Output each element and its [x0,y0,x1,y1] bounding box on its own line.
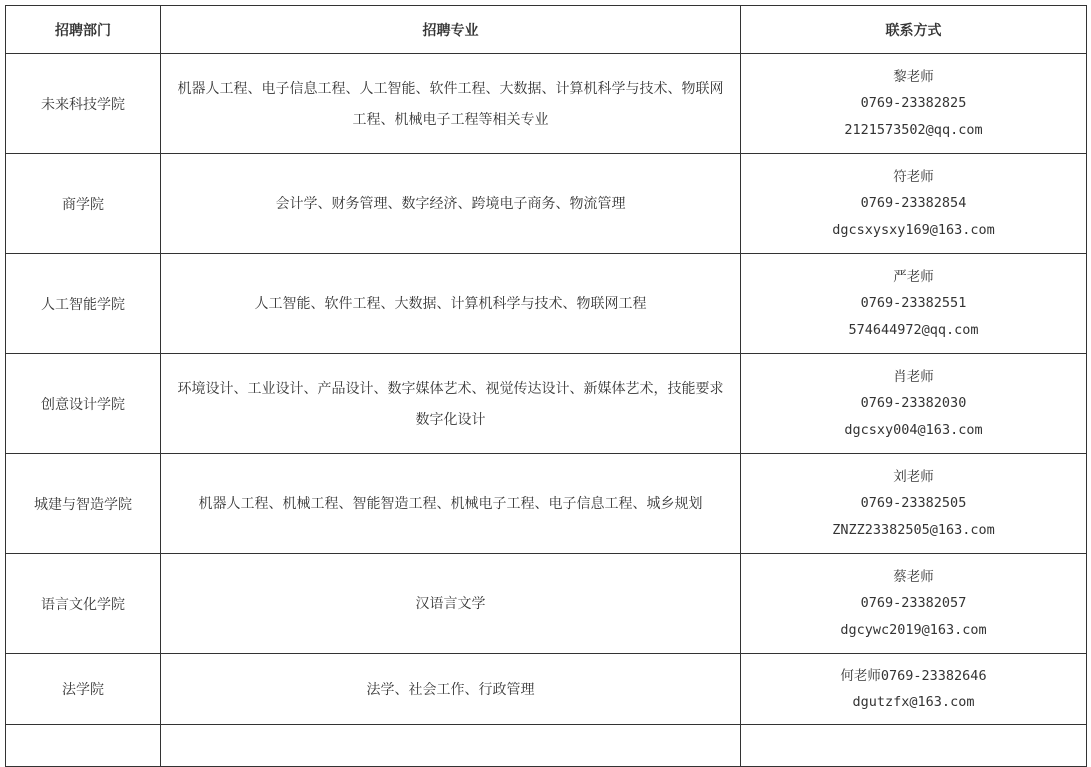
column-header-department: 招聘部门 [6,6,161,54]
contact-line: 蔡老师 [893,569,934,586]
contact-cell [741,554,1087,654]
contact-line: dgcsxy004@163.com [844,421,983,438]
majors-cell: 机器人工程、电子信息工程、人工智能、软件工程、大数据、计算机科学与技术、物联网工程、机械电子工程等相关专业 [161,54,741,154]
majors-cell: 会计学、财务管理、数字经济、跨境电子商务、物流管理 [161,154,741,254]
department-cell: 商学院 [6,154,161,254]
header-row [6,6,1087,54]
recruitment-page [0,5,1091,734]
department-cell: 城建与智造学院 [6,454,161,554]
table-body [6,54,1087,725]
contact-line: 黎老师 [893,69,934,86]
department-cell: 法学院 [6,654,161,725]
contact-cell [741,254,1087,354]
table-row [6,254,1087,354]
contact-line: 0769-23382551 [860,295,967,312]
contact-line: 刘老师 [893,469,934,486]
department-cell: 创意设计学院 [6,354,161,454]
table-footer [6,725,1087,767]
contact-line: 2121573502@qq.com [844,121,983,138]
contact-line: 574644972@qq.com [848,321,979,338]
contact-line: 符老师 [893,169,934,186]
partial-row [6,725,1087,767]
partial-department-cell [6,725,161,767]
contact-cell [741,454,1087,554]
contact-cell [741,54,1087,154]
table-row [6,654,1087,725]
majors-cell: 汉语言文学 [161,554,741,654]
partial-contact-cell [741,725,1087,767]
department-cell: 语言文化学院 [6,554,161,654]
column-header-contact: 联系方式 [741,6,1087,54]
column-header-majors: 招聘专业 [161,6,741,54]
contact-line: 0769-23382825 [860,95,967,112]
contact-line: dgcsxysxy169@163.com [832,221,995,238]
contact-line: ZNZZ23382505@163.com [832,521,995,538]
partial-majors-cell [161,725,741,767]
contact-line: 肖老师 [893,369,934,386]
majors-cell: 机器人工程、机械工程、智能智造工程、机械电子工程、电子信息工程、城乡规划 [161,454,741,554]
contact-line: dgutzfx@163.com [852,694,975,710]
majors-cell: 法学、社会工作、行政管理 [161,654,741,725]
contact-line: dgcywc2019@163.com [840,621,987,638]
contact-line: 0769-23382057 [860,595,967,612]
contact-line: 0769-23382030 [860,395,967,412]
table-header [6,6,1087,54]
contact-cell [741,654,1087,725]
recruitment-table [5,5,1087,767]
majors-cell: 人工智能、软件工程、大数据、计算机科学与技术、物联网工程 [161,254,741,354]
contact-line: 严老师 [893,269,934,286]
table-row [6,154,1087,254]
contact-line: 0769-23382505 [860,495,967,512]
table-row [6,554,1087,654]
contact-line: 何老师0769-23382646 [840,667,987,684]
table-row [6,354,1087,454]
majors-cell: 环境设计、工业设计、产品设计、数字媒体艺术、视觉传达设计、新媒体艺术，技能要求数字化设计 [161,354,741,454]
contact-cell [741,354,1087,454]
department-cell: 未来科技学院 [6,54,161,154]
contact-line: 0769-23382854 [860,195,967,212]
table-row [6,454,1087,554]
table-row [6,54,1087,154]
contact-cell [741,154,1087,254]
department-cell: 人工智能学院 [6,254,161,354]
